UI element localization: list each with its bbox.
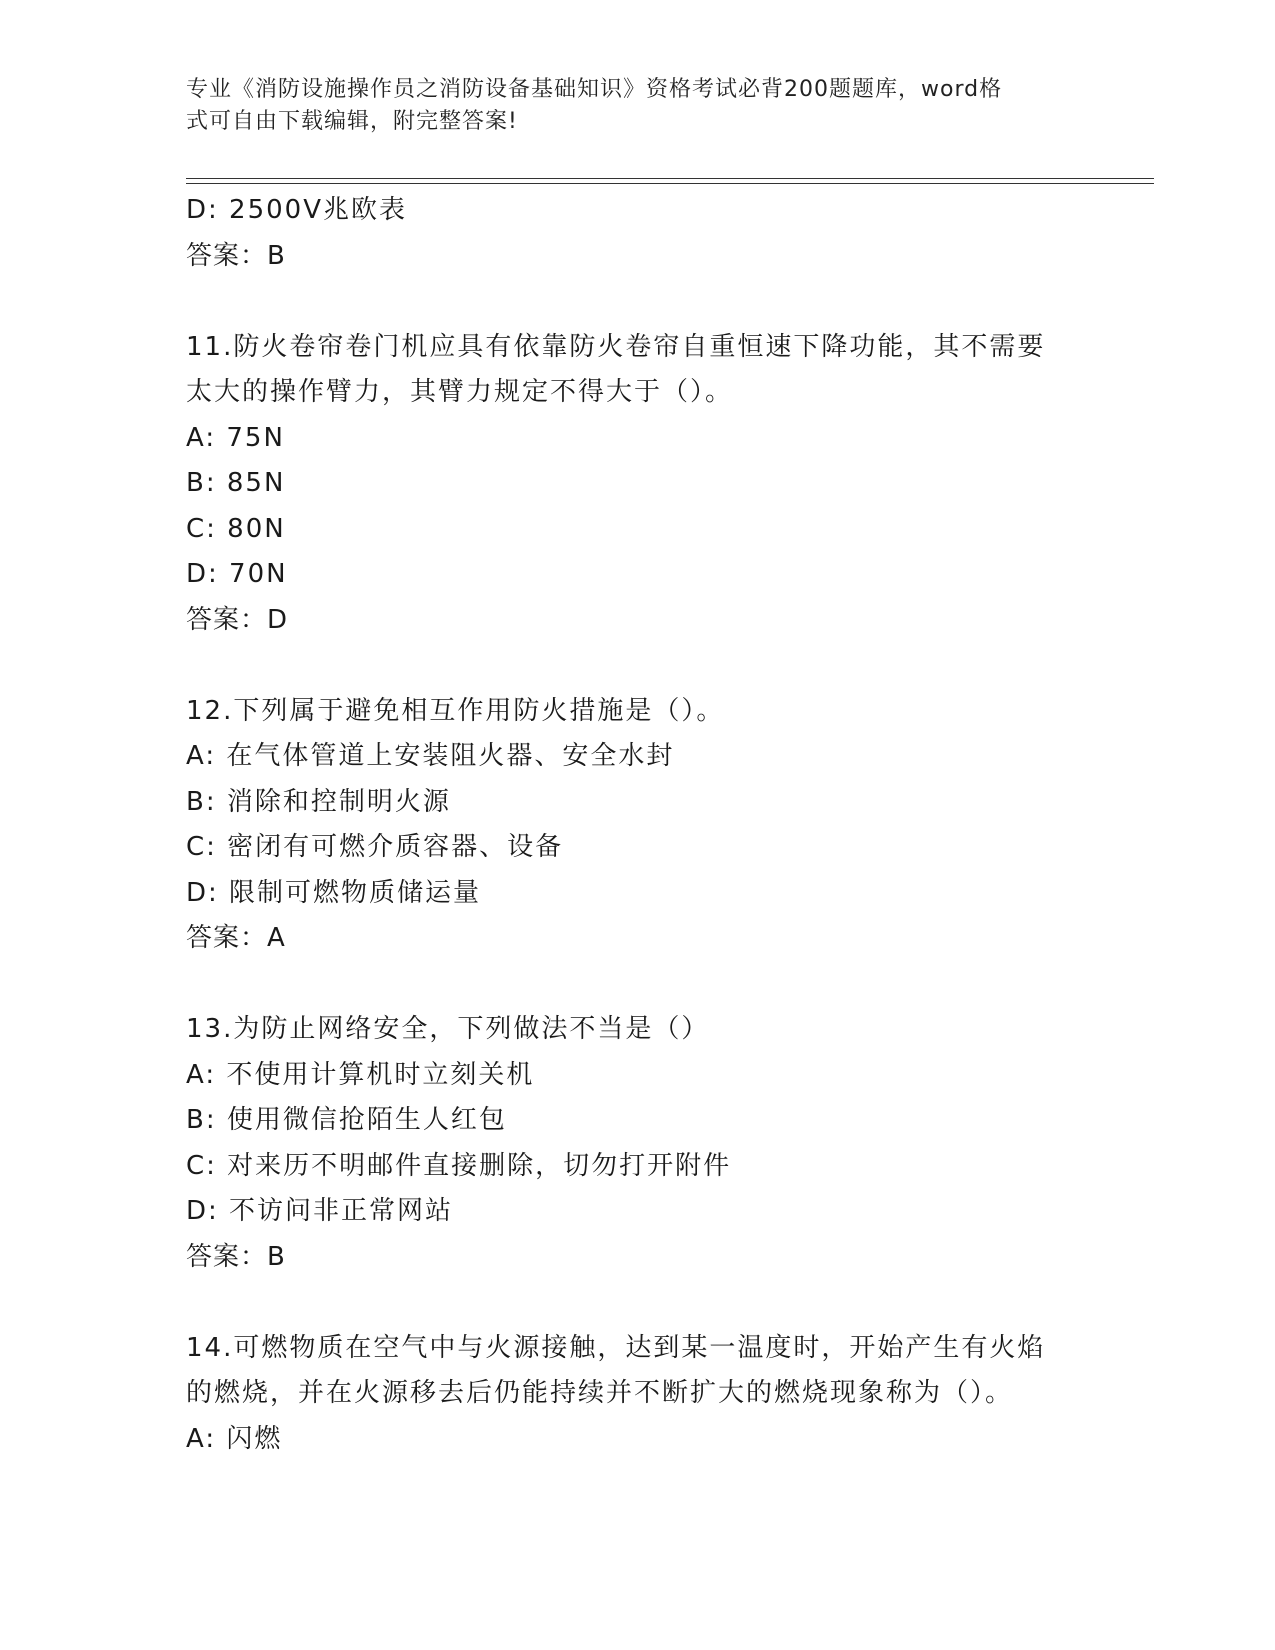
question-stem-line: 11.防火卷帘卷门机应具有依靠防火卷帘自重恒速下降功能，其不需要: [186, 331, 1046, 362]
option-b: B: 使用微信抢陌生人红包: [186, 1105, 507, 1135]
spacer: [186, 1280, 1106, 1326]
question-12: [186, 689, 1106, 962]
question-13: [186, 1007, 1106, 1280]
option-b: B: 消除和控制明火源: [186, 786, 451, 817]
option-c: C: 密闭有可燃介质容器、设备: [186, 832, 564, 862]
option-d: D: 70N: [186, 559, 288, 589]
option-a: A: 闪燃: [186, 1423, 283, 1454]
question-stem-line: 12.下列属于避免相互作用防火措施是（）。: [186, 695, 725, 726]
spacer: [186, 279, 1106, 325]
option-d: D: 不访问非正常网站: [186, 1196, 454, 1226]
question-stem-line: 13.为防止网络安全，下列做法不当是（）: [186, 1014, 710, 1044]
answer: 答案：B: [186, 1241, 286, 1272]
option-c: C: 对来历不明邮件直接删除，切勿打开附件: [186, 1150, 732, 1181]
question-stem-line: 14.可燃物质在空气中与火源接触，达到某一温度时，开始产生有火焰: [186, 1332, 1046, 1363]
question-list: [186, 188, 1106, 1462]
option-a: A: 75N: [186, 422, 285, 453]
header-line-2: 式可自由下载编辑，附完整答案!: [186, 109, 518, 134]
answer: 答案：A: [186, 923, 286, 953]
spacer: [186, 643, 1106, 689]
prev-option-d: D: 2500V兆欧表: [186, 195, 407, 225]
prev-answer: 答案：B: [186, 240, 286, 271]
header-divider-bottom: [186, 183, 1154, 184]
question-stem-line: 的燃烧，并在火源移去后仍能持续并不断扩大的燃烧现象称为（）。: [186, 1378, 1014, 1408]
question-14: [186, 1326, 1106, 1463]
header-divider-top: [186, 178, 1154, 179]
option-a: A: 不使用计算机时立刻关机: [186, 1059, 535, 1090]
option-a: A: 在气体管道上安装阻火器、安全水封: [186, 741, 675, 771]
question-stem-line: 太大的操作臂力，其臂力规定不得大于（）。: [186, 377, 734, 407]
option-b: B: 85N: [186, 468, 286, 498]
answer: 答案：D: [186, 604, 289, 635]
header-line-1: 专业《消防设施操作员之消防设备基础知识》资格考试必背200题题库，word格: [186, 77, 1003, 102]
question-11: [186, 325, 1106, 644]
spacer: [186, 962, 1106, 1008]
option-d: D: 限制可燃物质储运量: [186, 877, 482, 908]
document-header: [186, 74, 1086, 138]
option-c: C: 80N: [186, 513, 286, 544]
